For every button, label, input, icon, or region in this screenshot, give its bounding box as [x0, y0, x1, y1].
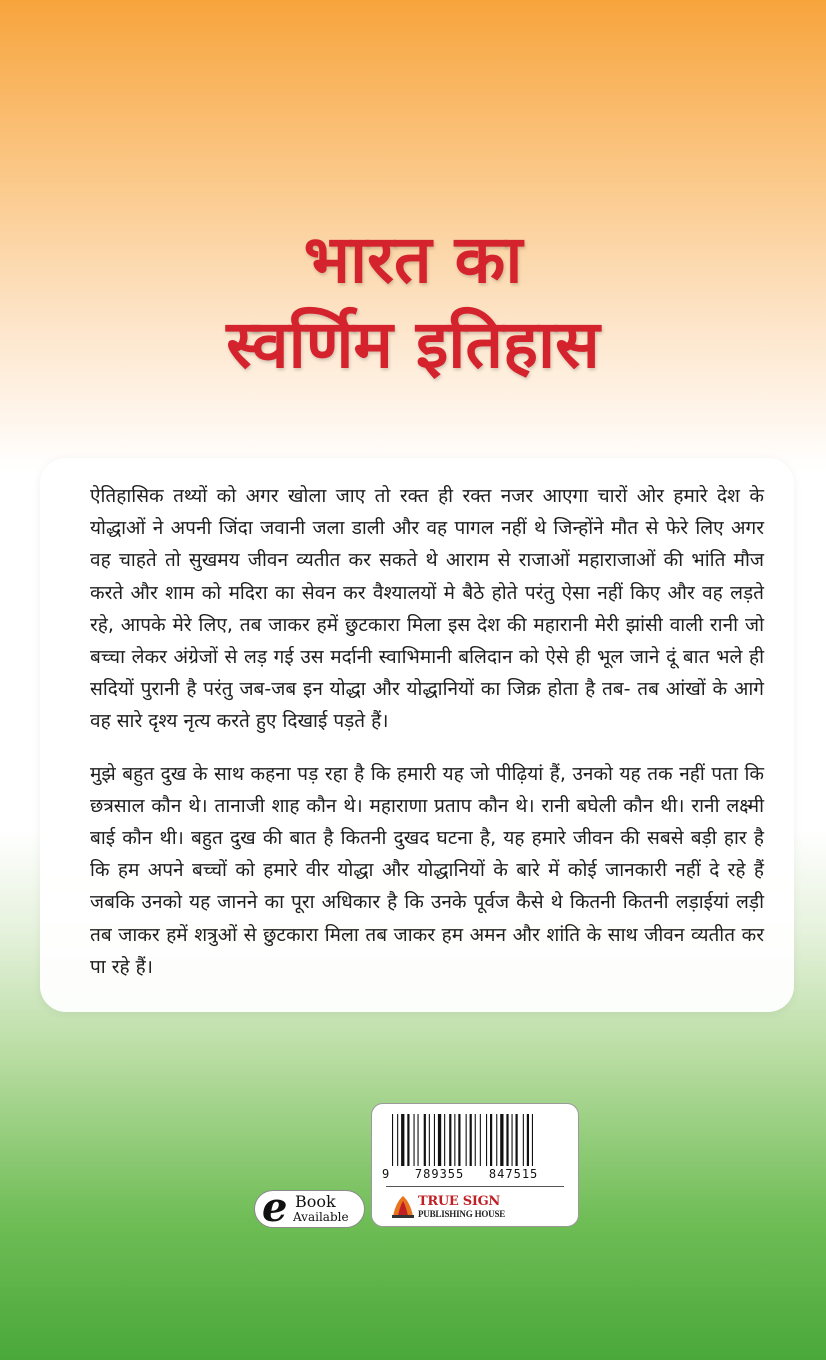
barcode-bar	[466, 1114, 467, 1166]
barcode-bar	[458, 1114, 460, 1166]
barcode-bar	[444, 1114, 445, 1166]
publisher-subtitle: PUBLISHING HOUSE	[418, 1209, 506, 1219]
barcode-bar	[523, 1114, 524, 1166]
barcode-bar	[506, 1114, 508, 1166]
isbn-number: 9 789355 847515	[382, 1167, 539, 1181]
barcode-bar	[527, 1114, 529, 1166]
barcode-bar	[500, 1114, 503, 1166]
barcode-bar	[512, 1114, 513, 1166]
barcode-bar	[429, 1114, 430, 1166]
ebook-available-label: Available	[293, 1210, 349, 1224]
publisher-name: TRUE SIGN	[418, 1194, 501, 1209]
barcode-bar	[438, 1114, 441, 1166]
barcode-bar	[414, 1114, 415, 1166]
barcode-bar	[418, 1114, 419, 1166]
barcode-bar	[401, 1114, 404, 1166]
barcode-bar	[397, 1114, 398, 1166]
ebook-e-icon: e	[262, 1184, 288, 1231]
blurb-paragraph-2: मुझे बहुत दुख के साथ कहना पड़ रहा है कि हमारी यह जो पीढ़ियां हैं, उनको यह तक नहीं पता कि छत्रसाल कौन थे। तानाजी शाह कौन थे। महाराणा प्रताप कौन थे। रानी बघेली कौन थी। रानी लक्ष्मी बाई कौन थी। बहुत दुख की बात है कितनी दुखद घटना है, यह हमारे जीवन की सबसे बड़ी हार है कि हम अपने बच्चों को हमारे वीर योद्धा और योद्धानियों के बारे में कोई जानकारी नहीं दे रहे हैं जबकि उनको यह जानने का पूरा अधिकार है कि उनके पूर्वज कैसे थे कितनी कितनी लड़ाईयां लड़ी तब जाकर हमें शत्रुओं से छुटकारा मिला तब जाकर हम अमन और शांति के साथ जीवन व्यतीत कर पा रहे हैं।	[90, 762, 764, 978]
barcode-bar	[532, 1114, 533, 1166]
barcode-bar	[454, 1114, 455, 1166]
barcode-bar	[470, 1114, 472, 1166]
barcode-bar	[392, 1114, 393, 1166]
title-line-2: स्वर्णिम इतिहास	[226, 305, 600, 383]
barcode-icon	[392, 1114, 562, 1166]
blurb-paragraph-1: ऐतिहासिक तथ्यों को अगर खोला जाए तो रक्त ही रक्त नजर आएगा चारों ओर हमारे देश के योद्धाओं ने अपनी जिंदा जवानी जला डाली और वह पागल नहीं थे जिन्होंने मौत से फेरे लिए अगर वह चाहते तो सुखमय जीवन व्यतीत कर सकते थे आराम से राजाओं महाराजाओं की भांति मौज करते और शाम को मदिरा का सेवन कर वैश्यालयों मे बैठे होते परंतु ऐसा नहीं किए और वह लड़ते रहे, आपके मेरे लिए, तब जाकर हमें छुटकारा मिला इस देश की महारानी मेरी झांसी वाली रानी जो बच्चा लेकर अंग्रेजों से लड़ गई उस मर्दानी स्वाभिमानी बलिदान को ऐसे ही भूल जाने दूं बात भले ही सदियों पुरानी है परंतु जब-जब इन योद्धा और योद्धानियों का जिक्र होता है तब- तब आंखों के आगे वह सारे दृश्य नृत्य करते हुए दिखाई पड़ते हैं।	[90, 485, 764, 733]
divider	[386, 1186, 564, 1187]
publisher-logo	[390, 1192, 570, 1222]
barcode-bar	[424, 1114, 426, 1166]
barcode-bar	[496, 1114, 497, 1166]
ebook-available-badge	[254, 1184, 365, 1231]
blurb-panel	[40, 458, 794, 1012]
barcode-bar	[449, 1114, 451, 1166]
barcode-bar	[434, 1114, 435, 1166]
barcode-bar	[480, 1114, 481, 1166]
barcode-bar	[516, 1114, 518, 1166]
isbn-barcode-box	[371, 1103, 579, 1227]
ebook-book-label: Book	[295, 1192, 336, 1211]
barcode-bar	[475, 1114, 476, 1166]
publisher-emblem-icon	[390, 1192, 416, 1220]
barcode-bar	[486, 1114, 487, 1166]
title-line-1: भारत का	[303, 220, 523, 298]
barcode-bar	[490, 1114, 492, 1166]
barcode-bar	[407, 1114, 409, 1166]
